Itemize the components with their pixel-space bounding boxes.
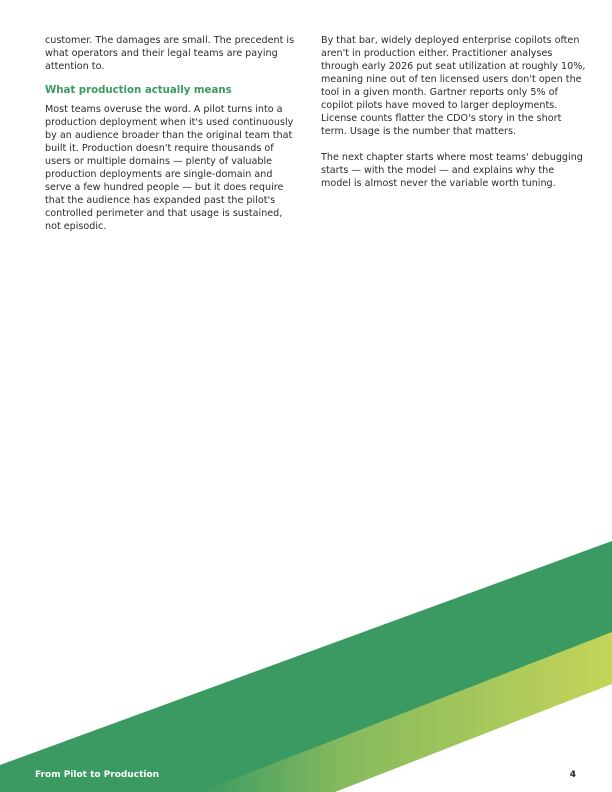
right-paragraph-1: By that bar, widely deployed enterprise copilots often aren't in production either. Practitioner analyses through early 2026 put seat utilization at roughly 10%, meaning nine out of ten licensed users don't open the tool in a given month. Gartner reports only 5% of copilot pilots have moved to larger deployments. License counts flatter the CDO's story in the short term. Usage is the number that matters. [321,35,586,137]
right-paragraph-2: The next chapter starts where most teams' debugging starts — with the model — and explains why the model is almost never the variable worth tuning. [321,152,583,189]
footer-title: From Pilot to Production [35,770,160,780]
page-number: 4 [569,770,576,780]
body-paragraph: Most teams overuse the word. A pilot turns into a production deployment when it's used continuously by an audience broader than the original team that built it. Production doesn't require thousands of users or multiple domains — plenty of valuable production deployments are single-domain and serve a few hundred people — but it does require that the audience has expanded past the pilot's controlled perimeter and that usage is sustained, not episodic. [45,104,294,232]
intro-paragraph: customer. The damages are small. The precedent is what operators and their legal teams are paying attention to. [45,35,295,72]
section-heading: What production actually means [45,85,232,96]
